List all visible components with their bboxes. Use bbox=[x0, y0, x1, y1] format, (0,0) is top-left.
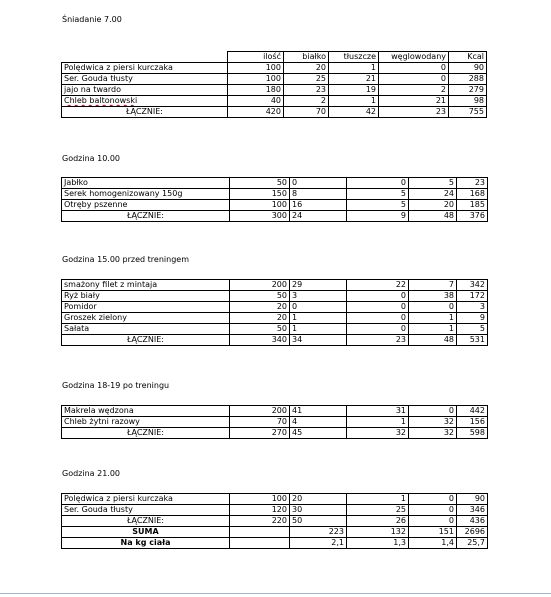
fat-cell: 0 bbox=[347, 302, 409, 313]
carbs-cell: 32 bbox=[409, 417, 457, 428]
table-row bbox=[62, 291, 488, 302]
summary-carbs: 1,4 bbox=[409, 538, 457, 549]
protein-cell: 4 bbox=[290, 417, 347, 428]
protein-cell: 0 bbox=[290, 302, 347, 313]
section-heading-text: Godzina 15.00 przed treningem bbox=[62, 255, 189, 264]
total-fat: 42 bbox=[329, 107, 379, 118]
table-row bbox=[62, 74, 487, 85]
amount-cell: 50 bbox=[230, 178, 290, 189]
amount-cell: 100 bbox=[230, 200, 290, 211]
section-heading bbox=[62, 469, 120, 479]
total-label: ŁĄCZNIE: bbox=[62, 335, 230, 346]
section-heading-text: Godzina 18-19 po treningu bbox=[62, 381, 170, 390]
total-fat: 32 bbox=[347, 428, 409, 439]
protein-cell: 23 bbox=[284, 85, 329, 96]
fat-cell: 0 bbox=[347, 178, 409, 189]
protein-cell: 3 bbox=[290, 291, 347, 302]
section-heading bbox=[62, 255, 189, 265]
food-name: jajo na twardo bbox=[62, 85, 228, 96]
total-row bbox=[62, 107, 487, 118]
section-heading-text: Godzina 10.00 bbox=[62, 154, 121, 163]
summary-protein: 223 bbox=[290, 527, 347, 538]
carbs-cell: 38 bbox=[409, 291, 457, 302]
table-row bbox=[62, 313, 488, 324]
total-label: ŁĄCZNIE: bbox=[62, 428, 230, 439]
meal-table-21 bbox=[61, 493, 488, 549]
summary-fat: 1,3 bbox=[347, 538, 409, 549]
kcal-cell: 279 bbox=[449, 85, 487, 96]
table-row bbox=[62, 96, 487, 107]
fat-cell: 1 bbox=[329, 96, 379, 107]
fat-cell: 0 bbox=[347, 291, 409, 302]
table-row bbox=[62, 178, 488, 189]
summary-protein: 2,1 bbox=[290, 538, 347, 549]
protein-cell: 0 bbox=[290, 178, 347, 189]
table-row bbox=[62, 406, 488, 417]
total-row bbox=[62, 211, 488, 222]
column-header-amount: ilość bbox=[228, 52, 284, 63]
protein-cell: 20 bbox=[284, 63, 329, 74]
total-carbs: 48 bbox=[409, 335, 457, 346]
total-protein: 34 bbox=[290, 335, 347, 346]
total-carbs: 32 bbox=[409, 428, 457, 439]
fat-cell: 5 bbox=[347, 200, 409, 211]
total-amount: 420 bbox=[228, 107, 284, 118]
protein-cell: 41 bbox=[290, 406, 347, 417]
food-name: Sałata bbox=[62, 324, 230, 335]
carbs-cell: 2 bbox=[379, 85, 449, 96]
carbs-cell: 0 bbox=[409, 302, 457, 313]
carbs-cell: 5 bbox=[409, 178, 457, 189]
total-amount: 300 bbox=[230, 211, 290, 222]
total-protein: 45 bbox=[290, 428, 347, 439]
carbs-cell: 0 bbox=[379, 63, 449, 74]
summary-label: Na kg ciała bbox=[62, 538, 230, 549]
carbs-cell: 20 bbox=[409, 200, 457, 211]
table-row bbox=[62, 417, 488, 428]
carbs-cell: 1 bbox=[409, 324, 457, 335]
summary-kcal: 2696 bbox=[457, 527, 488, 538]
protein-cell: 1 bbox=[290, 324, 347, 335]
amount-cell: 20 bbox=[230, 313, 290, 324]
food-name: Serek homogenizowany 150g bbox=[62, 189, 230, 200]
amount-cell: 50 bbox=[230, 324, 290, 335]
amount-cell: 120 bbox=[230, 505, 290, 516]
protein-cell: 8 bbox=[290, 189, 347, 200]
table-row bbox=[62, 494, 488, 505]
meal-table-18 bbox=[61, 405, 488, 439]
total-kcal: 755 bbox=[449, 107, 487, 118]
summary-label: SUMA bbox=[62, 527, 230, 538]
carbs-cell: 7 bbox=[409, 280, 457, 291]
amount-cell: 20 bbox=[230, 302, 290, 313]
kcal-cell: 288 bbox=[449, 74, 487, 85]
table-row bbox=[62, 324, 488, 335]
carbs-cell: 21 bbox=[379, 96, 449, 107]
total-label: ŁĄCZNIE: bbox=[62, 107, 228, 118]
section-heading bbox=[62, 15, 122, 25]
food-name: Chleb żytni razowy bbox=[62, 417, 230, 428]
section-heading bbox=[62, 381, 169, 391]
total-row bbox=[62, 335, 488, 346]
total-kcal: 531 bbox=[457, 335, 488, 346]
section-heading-text: Śniadanie 7.00 bbox=[62, 15, 122, 24]
carbs-cell: 24 bbox=[409, 189, 457, 200]
food-name: Groszek zielony bbox=[62, 313, 230, 324]
total-carbs: 23 bbox=[379, 107, 449, 118]
table-row bbox=[62, 302, 488, 313]
amount-cell: 180 bbox=[228, 85, 284, 96]
fat-cell: 5 bbox=[347, 189, 409, 200]
table-row bbox=[62, 280, 488, 291]
table-row bbox=[62, 63, 487, 74]
fat-cell: 21 bbox=[329, 74, 379, 85]
total-row bbox=[62, 428, 488, 439]
carbs-cell: 1 bbox=[409, 313, 457, 324]
protein-cell: 16 bbox=[290, 200, 347, 211]
fat-cell: 19 bbox=[329, 85, 379, 96]
protein-cell: 30 bbox=[290, 505, 347, 516]
total-fat: 23 bbox=[347, 335, 409, 346]
total-amount: 340 bbox=[230, 335, 290, 346]
carbs-cell: 0 bbox=[379, 74, 449, 85]
kcal-cell: 172 bbox=[457, 291, 488, 302]
carbs-cell: 0 bbox=[409, 494, 457, 505]
total-amount: 220 bbox=[230, 516, 290, 527]
summary-row-total bbox=[62, 527, 488, 538]
summary-carbs: 151 bbox=[409, 527, 457, 538]
food-name: Pomidor bbox=[62, 302, 230, 313]
total-row bbox=[62, 516, 488, 527]
total-carbs: 0 bbox=[409, 516, 457, 527]
fat-cell: 22 bbox=[347, 280, 409, 291]
kcal-cell: 5 bbox=[457, 324, 488, 335]
fat-cell: 1 bbox=[347, 417, 409, 428]
food-name bbox=[62, 96, 228, 107]
kcal-cell: 168 bbox=[457, 189, 488, 200]
table-header-row bbox=[62, 52, 487, 63]
total-label: ŁĄCZNIE: bbox=[62, 211, 230, 222]
header-blank-cell bbox=[62, 52, 228, 63]
total-kcal: 598 bbox=[457, 428, 488, 439]
fat-cell: 0 bbox=[347, 324, 409, 335]
column-header-fat: tłuszcze bbox=[329, 52, 379, 63]
amount-cell: 40 bbox=[228, 96, 284, 107]
fat-cell: 31 bbox=[347, 406, 409, 417]
food-name-text: Chleb baltonowski bbox=[64, 96, 138, 105]
kcal-cell: 156 bbox=[457, 417, 488, 428]
total-label: ŁĄCZNIE: bbox=[62, 516, 230, 527]
column-header-carbs: węglowodany bbox=[379, 52, 449, 63]
kcal-cell: 90 bbox=[457, 494, 488, 505]
food-name: Otręby pszenne bbox=[62, 200, 230, 211]
food-name: Polędwica z piersi kurczaka bbox=[62, 63, 228, 74]
carbs-cell: 0 bbox=[409, 505, 457, 516]
amount-cell: 100 bbox=[228, 63, 284, 74]
kcal-cell: 90 bbox=[449, 63, 487, 74]
food-name: Ser. Gouda tłusty bbox=[62, 74, 228, 85]
fat-cell: 25 bbox=[347, 505, 409, 516]
kcal-cell: 442 bbox=[457, 406, 488, 417]
amount-cell: 200 bbox=[230, 406, 290, 417]
table-row bbox=[62, 200, 488, 211]
total-protein: 70 bbox=[284, 107, 329, 118]
total-kcal: 436 bbox=[457, 516, 488, 527]
food-name: Ryż biały bbox=[62, 291, 230, 302]
kcal-cell: 98 bbox=[449, 96, 487, 107]
column-header-kcal: Kcal bbox=[449, 52, 487, 63]
fat-cell: 1 bbox=[329, 63, 379, 74]
food-name: Jabłko bbox=[62, 178, 230, 189]
kcal-cell: 9 bbox=[457, 313, 488, 324]
table-row bbox=[62, 505, 488, 516]
total-protein: 50 bbox=[290, 516, 347, 527]
summary-fat: 132 bbox=[347, 527, 409, 538]
total-protein: 24 bbox=[290, 211, 347, 222]
section-heading-text: Godzina 21.00 bbox=[62, 469, 121, 478]
page-bottom-divider bbox=[0, 593, 551, 594]
protein-cell: 20 bbox=[290, 494, 347, 505]
food-name: Makrela wędzona bbox=[62, 406, 230, 417]
total-kcal: 376 bbox=[457, 211, 488, 222]
protein-cell: 2 bbox=[284, 96, 329, 107]
food-name: smażony filet z mintaja bbox=[62, 280, 230, 291]
summary-row-per-kg bbox=[62, 538, 488, 549]
amount-cell: 200 bbox=[230, 280, 290, 291]
kcal-cell: 342 bbox=[457, 280, 488, 291]
kcal-cell: 346 bbox=[457, 505, 488, 516]
table-row bbox=[62, 189, 488, 200]
meal-table-15 bbox=[61, 279, 488, 346]
food-name: Ser. Gouda tłusty bbox=[62, 505, 230, 516]
meal-table-10 bbox=[61, 177, 488, 222]
kcal-cell: 185 bbox=[457, 200, 488, 211]
protein-cell: 1 bbox=[290, 313, 347, 324]
amount-cell: 100 bbox=[230, 494, 290, 505]
carbs-cell: 0 bbox=[409, 406, 457, 417]
fat-cell: 0 bbox=[347, 313, 409, 324]
kcal-cell: 23 bbox=[457, 178, 488, 189]
fat-cell: 1 bbox=[347, 494, 409, 505]
amount-cell: 150 bbox=[230, 189, 290, 200]
summary-kcal: 25,7 bbox=[457, 538, 488, 549]
protein-cell: 29 bbox=[290, 280, 347, 291]
summary-amount bbox=[230, 527, 290, 538]
total-carbs: 48 bbox=[409, 211, 457, 222]
amount-cell: 100 bbox=[228, 74, 284, 85]
food-name: Polędwica z piersi kurczaka bbox=[62, 494, 230, 505]
amount-cell: 50 bbox=[230, 291, 290, 302]
amount-cell: 70 bbox=[230, 417, 290, 428]
meal-table-breakfast bbox=[61, 51, 487, 118]
section-heading bbox=[62, 154, 120, 164]
total-fat: 26 bbox=[347, 516, 409, 527]
table-row bbox=[62, 85, 487, 96]
kcal-cell: 3 bbox=[457, 302, 488, 313]
summary-amount bbox=[230, 538, 290, 549]
protein-cell: 25 bbox=[284, 74, 329, 85]
total-amount: 270 bbox=[230, 428, 290, 439]
column-header-protein: białko bbox=[284, 52, 329, 63]
total-fat: 9 bbox=[347, 211, 409, 222]
